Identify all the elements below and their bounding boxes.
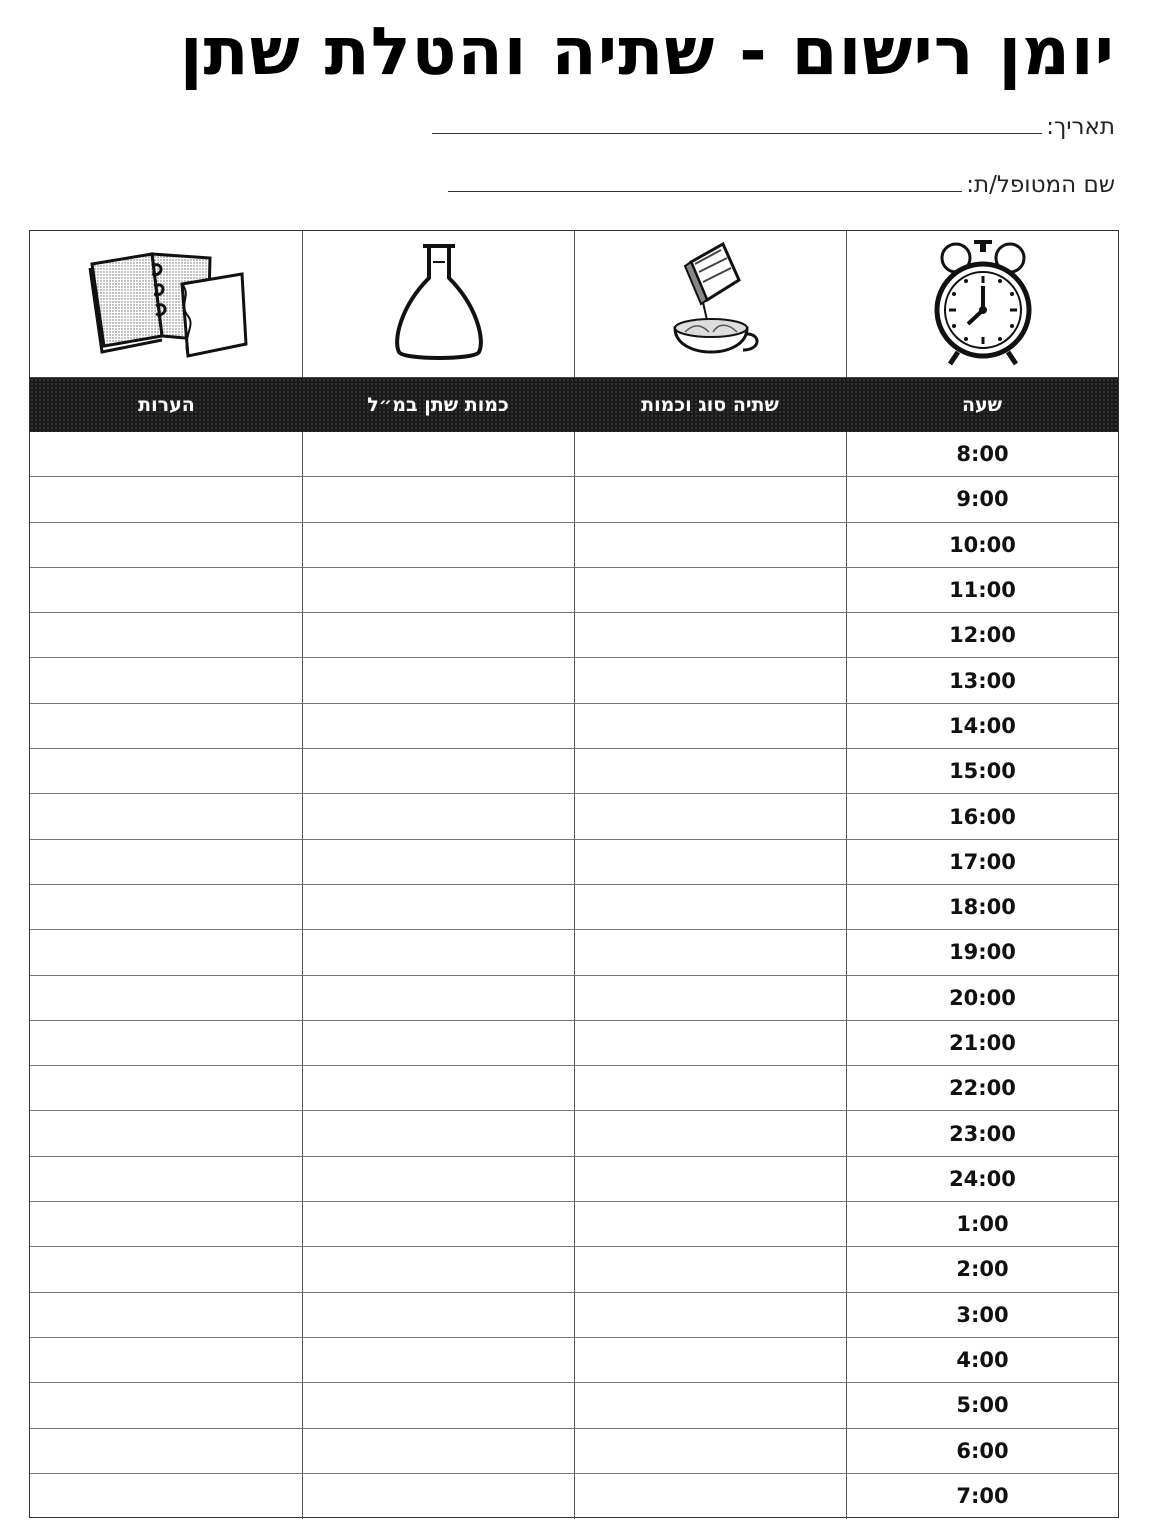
notes-cell[interactable] xyxy=(31,432,302,476)
urine-amount-cell[interactable] xyxy=(302,523,574,567)
drink-cell[interactable] xyxy=(574,1066,846,1110)
column-header-notes: הערות xyxy=(138,394,195,416)
urine-amount-cell[interactable] xyxy=(302,976,574,1020)
patient-name-field xyxy=(448,164,1115,198)
notebook-icon xyxy=(82,244,252,364)
table-row xyxy=(30,704,1118,749)
drink-cell[interactable] xyxy=(574,749,846,793)
drink-cell[interactable] xyxy=(574,704,846,748)
time-cell: 10:00 xyxy=(846,523,1118,567)
notes-cell[interactable] xyxy=(31,976,302,1020)
alarm-clock-icon xyxy=(928,236,1038,372)
table-row xyxy=(30,1021,1118,1066)
notes-cell[interactable] xyxy=(31,1157,302,1201)
time-cell: 9:00 xyxy=(846,477,1118,521)
time-cell: 16:00 xyxy=(846,794,1118,838)
time-cell: 6:00 xyxy=(846,1429,1118,1473)
notes-cell[interactable] xyxy=(31,885,302,929)
drink-cell[interactable] xyxy=(574,1021,846,1065)
notes-cell[interactable] xyxy=(31,1111,302,1155)
notes-cell[interactable] xyxy=(31,1202,302,1246)
table-row xyxy=(30,794,1118,839)
drink-cell[interactable] xyxy=(574,1293,846,1337)
table-row xyxy=(30,432,1118,477)
urine-amount-cell[interactable] xyxy=(302,658,574,702)
column-header-row xyxy=(30,378,1118,432)
urine-amount-cell[interactable] xyxy=(302,1293,574,1337)
drink-cell[interactable] xyxy=(574,1338,846,1382)
table-row xyxy=(30,568,1118,613)
time-cell: 19:00 xyxy=(846,930,1118,974)
drink-cell[interactable] xyxy=(574,840,846,884)
notes-cell[interactable] xyxy=(31,1066,302,1110)
page-title: יומן רישום - שתיה והטלת שתן xyxy=(179,13,1115,90)
urine-amount-cell[interactable] xyxy=(302,1247,574,1291)
urine-amount-cell[interactable] xyxy=(302,1383,574,1427)
time-cell: 12:00 xyxy=(846,613,1118,657)
drink-cell[interactable] xyxy=(574,794,846,838)
table-row xyxy=(30,840,1118,885)
notes-cell[interactable] xyxy=(31,1474,302,1519)
table-row xyxy=(30,1338,1118,1383)
notes-cell[interactable] xyxy=(31,930,302,974)
table-row xyxy=(30,1111,1118,1156)
time-cell: 24:00 xyxy=(846,1157,1118,1201)
urine-amount-cell[interactable] xyxy=(302,477,574,521)
table-row xyxy=(30,477,1118,522)
urine-amount-cell[interactable] xyxy=(302,1066,574,1110)
urine-amount-cell[interactable] xyxy=(302,613,574,657)
table-body xyxy=(30,432,1118,1519)
table-row xyxy=(30,613,1118,658)
icon-cell-time xyxy=(846,231,1118,377)
drink-cell[interactable] xyxy=(574,477,846,521)
notes-cell[interactable] xyxy=(31,840,302,884)
time-cell: 11:00 xyxy=(846,568,1118,612)
time-cell: 8:00 xyxy=(846,432,1118,476)
drink-cell[interactable] xyxy=(574,1383,846,1427)
urine-amount-cell[interactable] xyxy=(302,1202,574,1246)
drink-cell[interactable] xyxy=(574,613,846,657)
urine-amount-cell[interactable] xyxy=(302,1157,574,1201)
urine-amount-cell[interactable] xyxy=(302,930,574,974)
table-row xyxy=(30,749,1118,794)
patient-name-input-line[interactable] xyxy=(448,191,962,192)
drink-cell[interactable] xyxy=(574,658,846,702)
notes-cell[interactable] xyxy=(31,749,302,793)
notes-cell[interactable] xyxy=(31,613,302,657)
drink-cell[interactable] xyxy=(574,1247,846,1291)
notes-cell[interactable] xyxy=(31,1247,302,1291)
icon-cell-notes xyxy=(31,231,302,377)
urine-amount-cell[interactable] xyxy=(302,749,574,793)
urine-amount-cell[interactable] xyxy=(302,568,574,612)
table-row xyxy=(30,930,1118,975)
time-cell: 1:00 xyxy=(846,1202,1118,1246)
log-table xyxy=(29,230,1119,1518)
table-row xyxy=(30,885,1118,930)
urine-amount-cell[interactable] xyxy=(302,1021,574,1065)
icon-row xyxy=(30,231,1118,378)
time-cell: 22:00 xyxy=(846,1066,1118,1110)
time-cell: 15:00 xyxy=(846,749,1118,793)
drink-cell[interactable] xyxy=(574,568,846,612)
notes-cell[interactable] xyxy=(31,1383,302,1427)
drink-cell[interactable] xyxy=(574,1474,846,1519)
table-row xyxy=(30,1293,1118,1338)
time-cell: 18:00 xyxy=(846,885,1118,929)
table-row xyxy=(30,523,1118,568)
urine-amount-cell[interactable] xyxy=(302,1338,574,1382)
time-cell: 7:00 xyxy=(846,1474,1118,1519)
urine-amount-cell[interactable] xyxy=(302,1429,574,1473)
time-cell: 4:00 xyxy=(846,1338,1118,1382)
date-label: תאריך: xyxy=(1046,114,1115,140)
table-row xyxy=(30,1066,1118,1111)
column-header-urine: כמות שתן במ״ל xyxy=(367,394,509,416)
notes-cell[interactable] xyxy=(31,794,302,838)
drink-cell[interactable] xyxy=(574,885,846,929)
urine-amount-cell[interactable] xyxy=(302,432,574,476)
time-cell: 23:00 xyxy=(846,1111,1118,1155)
notes-cell[interactable] xyxy=(31,658,302,702)
notes-cell[interactable] xyxy=(31,1293,302,1337)
time-cell: 21:00 xyxy=(846,1021,1118,1065)
patient-name-label: שם המטופל/ת: xyxy=(966,172,1115,198)
table-row xyxy=(30,1247,1118,1292)
table-row xyxy=(30,1202,1118,1247)
table-row xyxy=(30,1474,1118,1519)
drink-cell[interactable] xyxy=(574,1429,846,1473)
time-cell: 5:00 xyxy=(846,1383,1118,1427)
urine-amount-cell[interactable] xyxy=(302,794,574,838)
urine-amount-cell[interactable] xyxy=(302,840,574,884)
notes-cell[interactable] xyxy=(31,1429,302,1473)
urine-amount-cell[interactable] xyxy=(302,1474,574,1519)
table-row xyxy=(30,1429,1118,1474)
time-cell: 17:00 xyxy=(846,840,1118,884)
date-field xyxy=(432,106,1115,140)
drink-cell[interactable] xyxy=(574,432,846,476)
urine-amount-cell[interactable] xyxy=(302,704,574,748)
table-row xyxy=(30,1383,1118,1428)
icon-cell-drink xyxy=(574,231,846,377)
time-cell: 20:00 xyxy=(846,976,1118,1020)
time-cell: 14:00 xyxy=(846,704,1118,748)
drink-cell[interactable] xyxy=(574,976,846,1020)
time-cell: 13:00 xyxy=(846,658,1118,702)
drink-cell[interactable] xyxy=(574,1202,846,1246)
notes-cell[interactable] xyxy=(31,704,302,748)
time-cell: 2:00 xyxy=(846,1247,1118,1291)
flask-icon xyxy=(389,236,489,372)
notes-cell[interactable] xyxy=(31,477,302,521)
notes-cell[interactable] xyxy=(31,1338,302,1382)
table-row xyxy=(30,658,1118,703)
urine-amount-cell[interactable] xyxy=(302,1111,574,1155)
column-header-time: שעה xyxy=(961,394,1003,416)
drink-carton-cup-icon xyxy=(661,236,761,372)
drink-cell[interactable] xyxy=(574,1157,846,1201)
column-header-drink: שתיה סוג וכמות xyxy=(641,394,779,416)
drink-cell[interactable] xyxy=(574,1111,846,1155)
icon-cell-urine xyxy=(302,231,574,377)
notes-cell[interactable] xyxy=(31,568,302,612)
drink-cell[interactable] xyxy=(574,930,846,974)
notes-cell[interactable] xyxy=(31,523,302,567)
drink-cell[interactable] xyxy=(574,523,846,567)
date-input-line[interactable] xyxy=(432,133,1042,134)
table-row xyxy=(30,976,1118,1021)
time-cell: 3:00 xyxy=(846,1293,1118,1337)
urine-amount-cell[interactable] xyxy=(302,885,574,929)
notes-cell[interactable] xyxy=(31,1021,302,1065)
table-row xyxy=(30,1157,1118,1202)
